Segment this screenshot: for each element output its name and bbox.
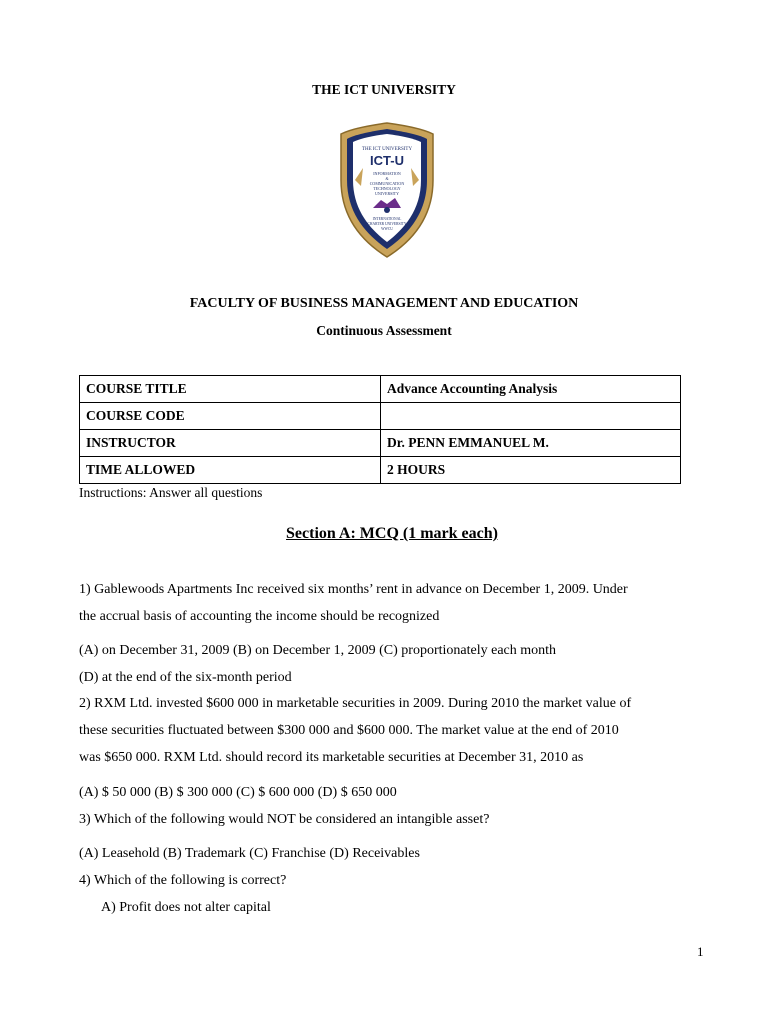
instructor-value: Dr. PENN EMMANUEL M. <box>381 430 681 457</box>
university-logo <box>337 120 437 260</box>
question-2-line-2: these securities fluctuated between $300 000 and $600 000. The market value at the end of 2010 <box>79 723 619 738</box>
svg-text:THE ICT UNIVERSITY: THE ICT UNIVERSITY <box>361 147 413 152</box>
table-row <box>80 376 681 403</box>
question-1-line-2: the accrual basis of accounting the income should be recognized <box>79 609 440 624</box>
question-1-options-line-1: (A) on December 31, 2009 (B) on December 1, 2009 (C) proportionately each month <box>79 643 557 658</box>
svg-text:CHARTER UNIVERSITY: CHARTER UNIVERSITY <box>367 222 407 226</box>
course-code-value <box>381 403 681 430</box>
question-2-line-3: was $650 000. RXM Ltd. should record its marketable securities at December 31, 2010 as <box>79 750 584 765</box>
instructor-label: INSTRUCTOR <box>80 430 381 457</box>
course-info-table <box>79 375 681 484</box>
svg-text:TECHNOLOGY: TECHNOLOGY <box>373 186 401 191</box>
svg-text:&: & <box>385 176 389 181</box>
instructions: Instructions: Answer all questions <box>79 485 263 500</box>
svg-text:ICT-U: ICT-U <box>370 153 404 168</box>
question-2-line-1: 2) RXM Ltd. invested $600 000 in marketable securities in 2009. During 2010 the market value of <box>79 696 632 711</box>
question-4: 4) Which of the following is correct? <box>79 873 287 888</box>
table-row <box>80 430 681 457</box>
faculty-title: FACULTY OF BUSINESS MANAGEMENT AND EDUCATION <box>189 296 579 311</box>
time-allowed-value: 2 HOURS <box>381 457 681 484</box>
question-3: 3) Which of the following would NOT be considered an intangible asset? <box>79 812 490 827</box>
question-2-options: (A) $ 50 000 (B) $ 300 000 (C) $ 600 000 (D) $ 650 000 <box>79 785 397 800</box>
table-row <box>80 457 681 484</box>
course-title-value: Advance Accounting Analysis <box>381 376 681 403</box>
table-row <box>80 403 681 430</box>
svg-text:INTERNATIONAL: INTERNATIONAL <box>372 217 402 221</box>
question-1-line-1: 1) Gablewoods Apartments Inc received six months’ rent in advance on December 1, 2009. Under <box>79 582 628 597</box>
course-title-label: COURSE TITLE <box>80 376 381 403</box>
svg-text:WWCU: WWCU <box>381 227 393 231</box>
assessment-title: Continuous Assessment <box>316 323 452 338</box>
question-3-options: (A) Leasehold (B) Trademark (C) Franchise (D) Receivables <box>79 846 420 861</box>
university-title: THE ICT UNIVERSITY <box>312 82 456 97</box>
svg-text:COMMUNICATION: COMMUNICATION <box>369 181 405 186</box>
page-number: 1 <box>697 944 704 959</box>
shield-logo-icon <box>337 120 437 260</box>
question-4-option-a: A) Profit does not alter capital <box>101 900 271 915</box>
svg-text:INFORMATION: INFORMATION <box>373 171 401 176</box>
question-1-options-line-2: (D) at the end of the six-month period <box>79 670 292 685</box>
svg-text:UNIVERSITY: UNIVERSITY <box>375 191 399 196</box>
course-code-label: COURSE CODE <box>80 403 381 430</box>
section-title: Section A: MCQ (1 mark each) <box>286 525 498 542</box>
time-allowed-label: TIME ALLOWED <box>80 457 381 484</box>
